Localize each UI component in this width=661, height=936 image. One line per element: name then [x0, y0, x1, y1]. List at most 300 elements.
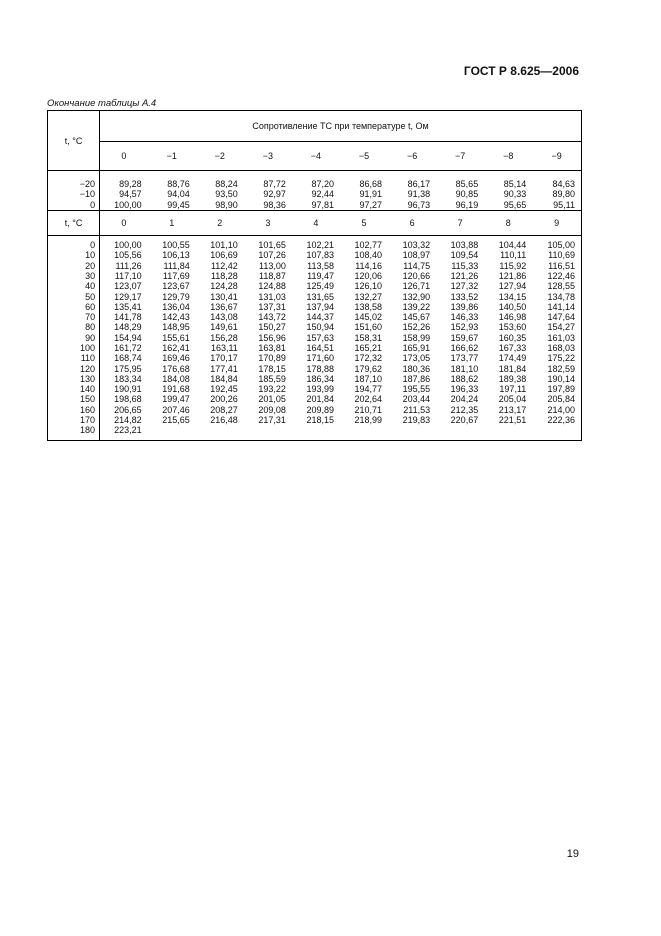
value-cell: 218,99 [354, 415, 383, 426]
value-cell: 166,62 [450, 343, 479, 353]
temperature-cell: 180 [48, 425, 100, 435]
value-cell: 117,10 [114, 270, 142, 281]
value-cell: 209,89 [306, 404, 334, 415]
neg-column-header-row [48, 142, 582, 171]
value-cell: 168,74 [114, 353, 142, 364]
value-cell: 137,31 [258, 301, 286, 312]
value-cell: 136,04 [162, 301, 190, 312]
temperature-cell: −20 [48, 179, 100, 189]
value-cell: 109,54 [450, 250, 479, 261]
value-cell: 220,67 [450, 415, 479, 426]
table-row [48, 353, 582, 363]
value-cell: 163,11 [210, 343, 238, 353]
value-cell: 87,20 [311, 179, 334, 190]
value-cell: 97,27 [359, 199, 383, 210]
column-header: 3 [244, 210, 292, 235]
value-cell: 85,65 [455, 179, 479, 190]
temperature-cell: 90 [48, 333, 100, 343]
value-cell: 134,15 [498, 291, 527, 302]
resistance-table [47, 110, 582, 441]
value-cell: 91,91 [359, 189, 383, 200]
column-header: 5 [340, 210, 388, 235]
value-cell: 175,22 [547, 353, 575, 364]
value-cell: 118,28 [210, 270, 238, 281]
value-cell: 102,21 [306, 240, 334, 251]
value-cell: 175,95 [114, 363, 142, 374]
spacer-cell [100, 171, 582, 180]
temperature-cell: 0 [48, 240, 100, 250]
value-cell: 107,83 [306, 250, 334, 261]
value-cell: 95,65 [503, 199, 527, 210]
value-cell: 93,50 [215, 189, 238, 200]
value-cell: 178,88 [306, 363, 334, 374]
temperature-cell: 140 [48, 384, 100, 394]
temperature-cell: 150 [48, 394, 100, 404]
value-cell: 150,94 [306, 322, 334, 333]
temperature-cell: 50 [48, 291, 100, 301]
temperature-cell: 30 [48, 271, 100, 281]
value-cell: 186,34 [306, 373, 334, 384]
temperature-cell: 130 [48, 374, 100, 384]
column-header: 1 [148, 210, 196, 235]
value-cell: 211,53 [403, 404, 431, 415]
column-header: −6 [388, 142, 436, 171]
value-cell: 113,00 [259, 260, 286, 271]
value-cell: 190,91 [114, 384, 142, 395]
value-cell: 173,05 [402, 353, 431, 364]
value-cell: 144,37 [306, 312, 334, 323]
column-header: 7 [436, 210, 484, 235]
value-cell: 155,61 [162, 332, 190, 343]
value-cell: 131,03 [258, 291, 286, 302]
value-cell: 205,84 [547, 394, 575, 405]
value-cell: 94,57 [119, 189, 142, 200]
value-cell: 165,21 [354, 343, 383, 353]
value-cell: 142,43 [162, 312, 190, 323]
value-cell: 112,42 [210, 260, 238, 271]
column-header: 2 [196, 210, 244, 235]
value-cell: 201,84 [306, 394, 334, 405]
value-cell [532, 425, 581, 435]
value-cell: 165,91 [402, 343, 431, 353]
value-cell: 134,78 [547, 291, 575, 302]
value-cell: 114,16 [355, 260, 383, 271]
value-cell: 126,10 [354, 281, 383, 292]
value-cell: 140,50 [498, 301, 527, 312]
value-cell: 187,10 [354, 373, 383, 384]
value-cell: 117,69 [162, 270, 190, 281]
value-cell: 111,26 [115, 260, 142, 271]
table-row [48, 189, 582, 199]
value-cell: 212,35 [450, 404, 479, 415]
value-cell: 111,84 [163, 260, 190, 271]
table-row [48, 260, 582, 270]
value-cell: 120,06 [354, 270, 383, 281]
value-cell: 106,13 [162, 250, 190, 261]
value-cell: 120,66 [402, 270, 431, 281]
table-row [48, 415, 582, 425]
table-row [48, 302, 582, 312]
value-cell: 206,65 [114, 404, 142, 415]
value-cell: 217,31 [258, 415, 286, 426]
value-cell: 113,58 [307, 260, 334, 271]
value-cell: 128,55 [547, 281, 575, 292]
value-cell: 101,65 [258, 240, 286, 251]
value-cell: 146,33 [450, 312, 479, 323]
value-cell: 170,17 [210, 353, 238, 364]
table-row [48, 405, 582, 415]
value-cell: 110,69 [548, 250, 575, 261]
value-cell: 208,27 [210, 404, 238, 415]
value-cell: 98,90 [215, 199, 238, 210]
value-cell: 146,98 [498, 312, 527, 323]
value-cell: 91,38 [407, 189, 431, 200]
value-cell: 88,24 [215, 179, 238, 190]
value-cell: 115,92 [499, 260, 527, 271]
value-cell: 214,82 [114, 415, 142, 426]
value-cell: 87,72 [263, 179, 286, 190]
table-row [48, 281, 582, 291]
value-cell: 104,44 [498, 240, 527, 251]
column-header: 8 [484, 210, 532, 235]
value-cell [244, 425, 292, 435]
value-cell: 201,05 [258, 394, 286, 405]
temperature-cell: 10 [48, 250, 100, 260]
header-row [48, 111, 582, 142]
spacer-cell [48, 436, 100, 441]
value-cell: 197,89 [547, 384, 575, 395]
value-cell: 218,15 [306, 415, 334, 426]
value-cell: 141,14 [547, 301, 575, 312]
value-cell [484, 425, 532, 435]
value-cell: 96,19 [455, 199, 479, 210]
table-row [48, 240, 582, 250]
value-cell: 88,76 [167, 179, 190, 190]
value-cell: 197,11 [499, 384, 527, 395]
value-cell: 115,33 [451, 260, 479, 271]
value-cell: 180,36 [402, 363, 431, 374]
value-cell: 121,86 [498, 270, 527, 281]
value-cell: 122,46 [547, 270, 575, 281]
value-cell: 90,33 [503, 189, 527, 200]
pos-column-header-row [48, 210, 582, 235]
value-cell: 105,00 [547, 240, 575, 251]
value-cell: 199,47 [162, 394, 190, 405]
spacer-row [48, 171, 582, 180]
value-cell [148, 425, 196, 435]
value-cell: 214,00 [547, 404, 575, 415]
value-cell: 202,64 [354, 394, 383, 405]
value-cell: 92,44 [311, 189, 334, 200]
table-row [48, 271, 582, 281]
value-cell: 143,08 [210, 312, 238, 323]
value-cell: 169,46 [162, 353, 190, 364]
value-cell: 129,79 [162, 291, 190, 302]
value-cell: 204,24 [450, 394, 479, 405]
group-title: Сопротивление ТС при температуре t, Ом [100, 111, 582, 142]
column-header: 4 [292, 210, 340, 235]
temperature-cell: 160 [48, 405, 100, 415]
value-cell: 124,88 [258, 281, 286, 292]
temperature-cell: 20 [48, 260, 100, 270]
table-row [48, 394, 582, 404]
value-cell: 100,00 [114, 240, 142, 251]
value-cell: 121,26 [450, 270, 479, 281]
value-cell: 106,69 [210, 250, 238, 261]
value-cell: 92,97 [263, 189, 286, 200]
value-cell: 127,32 [450, 281, 479, 292]
value-cell: 198,68 [114, 394, 142, 405]
value-cell: 97,81 [311, 199, 334, 210]
value-cell: 171,60 [306, 353, 334, 364]
value-cell: 167,33 [498, 343, 527, 353]
value-cell: 190,14 [547, 373, 575, 384]
value-cell: 207,46 [162, 404, 190, 415]
value-cell: 148,95 [162, 322, 190, 333]
spacer-cell [48, 171, 100, 180]
value-cell: 119,47 [307, 270, 334, 281]
value-cell: 89,80 [552, 189, 575, 200]
value-cell: 160,35 [498, 332, 527, 343]
value-cell: 216,48 [210, 415, 238, 426]
table-row [48, 312, 582, 322]
value-cell: 158,31 [354, 332, 383, 343]
value-cell: 149,61 [210, 322, 238, 333]
value-cell: 184,84 [210, 373, 238, 384]
value-cell: 136,67 [210, 301, 238, 312]
column-header: −1 [148, 142, 196, 171]
value-cell: 177,41 [210, 363, 238, 374]
value-cell: 187,86 [402, 373, 431, 384]
value-cell: 151,60 [354, 322, 383, 333]
value-cell: 196,33 [450, 384, 479, 395]
table-row [48, 179, 582, 189]
value-cell: 200,26 [210, 394, 238, 405]
column-header: −2 [196, 142, 244, 171]
value-cell: 168,03 [547, 343, 575, 353]
value-cell: 205,04 [498, 394, 527, 405]
value-cell: 178,15 [258, 363, 286, 374]
table-row [48, 363, 582, 373]
temperature-cell: 80 [48, 322, 100, 332]
value-cell: 133,52 [450, 291, 479, 302]
temperature-cell: −10 [48, 189, 100, 199]
value-cell: 89,28 [119, 179, 142, 190]
value-cell: 162,41 [162, 343, 190, 353]
value-cell [292, 425, 340, 435]
value-cell: 139,86 [450, 301, 479, 312]
value-cell: 185,59 [258, 373, 286, 384]
column-header: −7 [436, 142, 484, 171]
column-header: −4 [292, 142, 340, 171]
value-cell: 130,41 [210, 291, 238, 302]
temperature-cell: 60 [48, 302, 100, 312]
temperature-cell: 100 [48, 343, 100, 353]
value-cell: 132,90 [402, 291, 431, 302]
t-column-header: t, °C [48, 210, 100, 235]
value-cell: 96,73 [407, 199, 431, 210]
value-cell: 153,60 [498, 322, 527, 333]
value-cell: 179,62 [354, 363, 383, 374]
value-cell: 170,89 [258, 353, 286, 364]
table-row [48, 200, 582, 211]
document-id: ГОСТ Р 8.625—2006 [463, 64, 579, 78]
value-cell: 86,17 [407, 179, 431, 190]
column-header: 6 [388, 210, 436, 235]
value-cell: 84,63 [552, 179, 575, 190]
value-cell: 108,97 [402, 250, 431, 261]
value-cell: 126,71 [402, 281, 431, 292]
value-cell: 209,08 [258, 404, 286, 415]
value-cell: 129,17 [114, 291, 142, 302]
column-header: 9 [532, 210, 581, 235]
value-cell: 161,03 [547, 332, 575, 343]
t-column-header: t, °C [48, 111, 100, 171]
value-cell: 123,07 [114, 281, 142, 292]
column-header: −9 [532, 142, 581, 171]
value-cell: 193,99 [306, 384, 334, 395]
value-cell: 223,21 [114, 425, 142, 436]
value-cell: 219,83 [402, 415, 431, 426]
value-cell: 145,67 [402, 312, 431, 323]
value-cell: 125,49 [306, 281, 334, 292]
value-cell: 163,81 [258, 343, 286, 353]
value-cell: 102,77 [354, 240, 383, 251]
temperature-cell: 0 [48, 200, 100, 211]
value-cell: 150,27 [258, 322, 286, 333]
spacer-cell [100, 436, 582, 441]
value-cell: 195,55 [402, 384, 431, 395]
temperature-cell: 70 [48, 312, 100, 322]
value-cell: 86,68 [359, 179, 383, 190]
value-cell: 174,49 [498, 353, 527, 364]
table-row [48, 374, 582, 384]
value-cell: 188,62 [450, 373, 479, 384]
value-cell: 158,99 [402, 332, 431, 343]
table-row [48, 250, 582, 260]
table-row [48, 333, 582, 343]
value-cell: 148,29 [114, 322, 142, 333]
column-header: −3 [244, 142, 292, 171]
value-cell: 193,22 [258, 384, 286, 395]
value-cell: 135,41 [114, 301, 142, 312]
value-cell: 147,64 [547, 312, 575, 323]
value-cell: 95,11 [553, 199, 575, 210]
value-cell: 105,56 [114, 250, 142, 261]
value-cell: 110,11 [500, 250, 527, 261]
value-cell: 90,85 [455, 189, 479, 200]
column-header: −8 [484, 142, 532, 171]
column-header: −5 [340, 142, 388, 171]
value-cell: 108,40 [354, 250, 383, 261]
value-cell: 210,71 [354, 404, 383, 415]
value-cell: 139,22 [402, 301, 431, 312]
value-cell: 145,02 [354, 312, 383, 323]
value-cell: 191,68 [162, 384, 190, 395]
value-cell: 182,59 [547, 363, 575, 374]
value-cell: 183,34 [114, 373, 142, 384]
value-cell: 100,00 [114, 199, 142, 210]
value-cell: 98,36 [263, 199, 286, 210]
value-cell: 215,65 [162, 415, 190, 426]
value-cell: 127,94 [498, 281, 527, 292]
value-cell [340, 425, 388, 435]
value-cell: 100,55 [162, 240, 190, 251]
value-cell: 94,04 [167, 189, 190, 200]
value-cell: 116,51 [548, 260, 575, 271]
table-row [48, 425, 582, 435]
value-cell: 118,87 [259, 270, 286, 281]
value-cell: 123,67 [162, 281, 190, 292]
value-cell: 138,58 [354, 301, 383, 312]
value-cell: 132,27 [354, 291, 383, 302]
value-cell: 124,28 [210, 281, 238, 292]
value-cell: 222,36 [547, 415, 575, 426]
value-cell: 101,10 [210, 240, 238, 251]
value-cell: 181,10 [450, 363, 479, 374]
value-cell: 152,26 [402, 322, 431, 333]
table-row [48, 384, 582, 394]
value-cell: 154,94 [114, 332, 142, 343]
value-cell: 161,72 [114, 343, 142, 353]
spacer-row [48, 436, 582, 441]
value-cell: 176,68 [162, 363, 190, 374]
temperature-cell: 170 [48, 415, 100, 425]
column-header: 0 [100, 210, 148, 235]
value-cell: 99,45 [167, 199, 190, 210]
value-cell: 194,77 [354, 384, 383, 395]
temperature-cell: 120 [48, 363, 100, 373]
table-caption: Окончание таблицы А.4 [47, 98, 157, 109]
value-cell: 157,63 [306, 332, 334, 343]
value-cell: 85,14 [503, 179, 527, 190]
value-cell [196, 425, 244, 435]
value-cell: 107,26 [258, 250, 286, 261]
column-header: 0 [100, 142, 148, 171]
value-cell: 103,32 [402, 240, 431, 251]
value-cell: 173,77 [450, 353, 479, 364]
value-cell: 172,32 [354, 353, 383, 364]
value-cell: 181,84 [498, 363, 527, 374]
value-cell: 154,27 [547, 322, 575, 333]
value-cell: 221,51 [498, 415, 527, 426]
value-cell: 141,78 [114, 312, 142, 323]
value-cell: 103,88 [450, 240, 479, 251]
page-number: 19 [566, 848, 579, 860]
value-cell: 192,45 [210, 384, 238, 395]
value-cell: 114,75 [403, 260, 431, 271]
value-cell: 156,28 [210, 332, 238, 343]
table-row [48, 291, 582, 301]
value-cell: 152,93 [450, 322, 479, 333]
value-cell: 137,94 [306, 301, 334, 312]
value-cell [388, 425, 436, 435]
value-cell: 164,51 [306, 343, 334, 353]
value-cell: 159,67 [450, 332, 479, 343]
value-cell: 131,65 [306, 291, 334, 302]
value-cell: 213,17 [498, 404, 527, 415]
value-cell: 189,38 [498, 373, 527, 384]
value-cell: 143,72 [258, 312, 286, 323]
temperature-cell: 40 [48, 281, 100, 291]
value-cell: 203,44 [402, 394, 431, 405]
temperature-cell: 110 [48, 353, 100, 363]
table-row [48, 343, 582, 353]
value-cell [436, 425, 484, 435]
value-cell: 184,08 [162, 373, 190, 384]
value-cell: 156,96 [258, 332, 286, 343]
table-row [48, 322, 582, 332]
